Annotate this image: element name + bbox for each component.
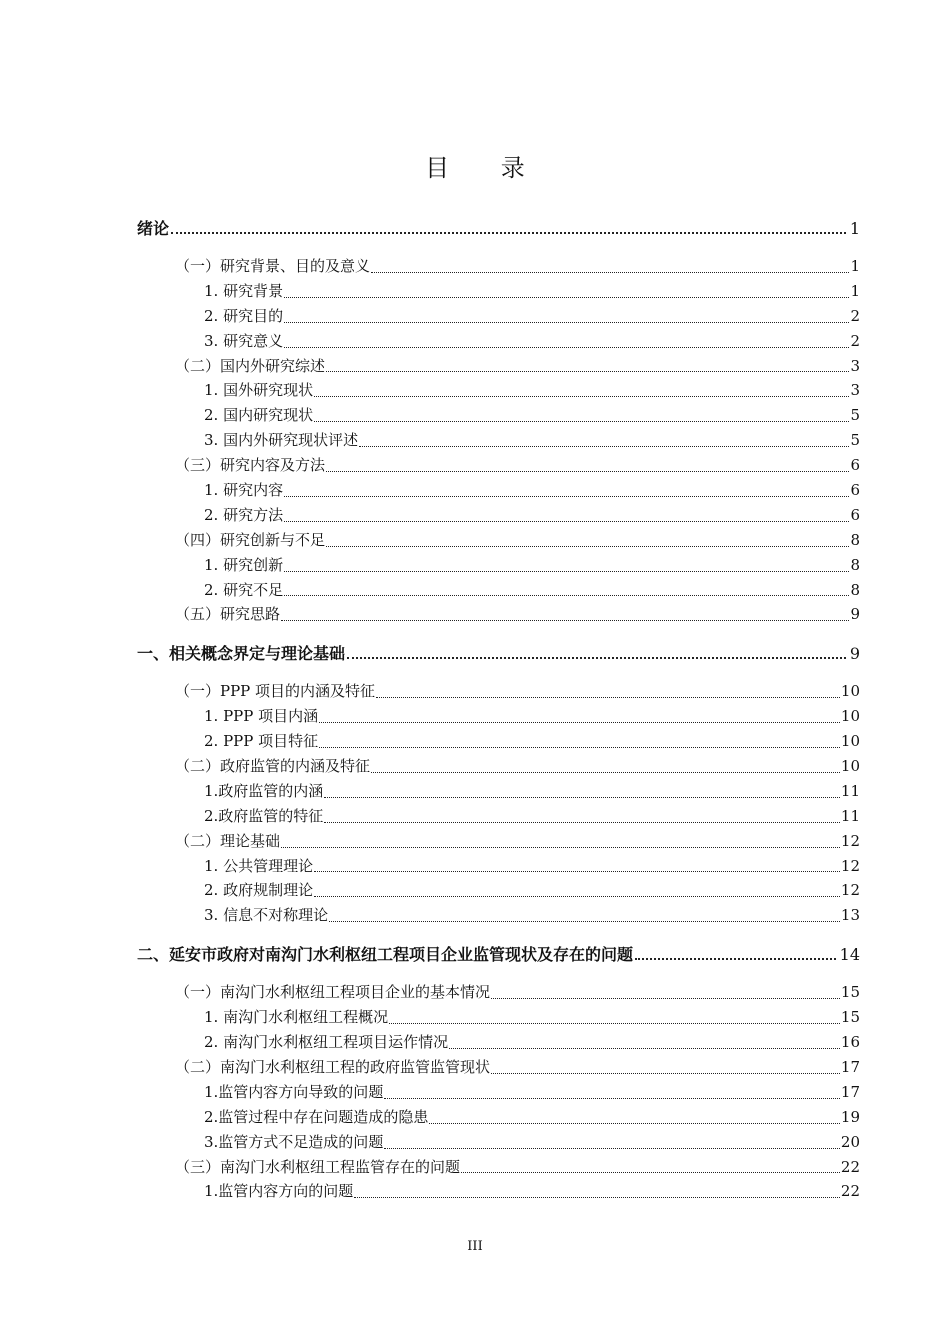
toc-leader-dots (324, 821, 840, 823)
toc-leader-dots (326, 370, 849, 372)
toc-entry-label: 1. 研究内容 (204, 481, 284, 500)
toc-entry-label: 2.政府监管的特征 (204, 806, 324, 825)
toc-entry-label: 1.监管内容方向导致的问题 (204, 1082, 384, 1101)
toc-entry-label: 1. 南沟门水利枢纽工程概况 (204, 1008, 389, 1027)
toc-entry-page-number: 15 (840, 1008, 860, 1027)
toc-entry-label: 1. PPP 项目内涵 (204, 707, 319, 726)
toc-subsection-entry[interactable] (137, 578, 860, 603)
toc-subsection-entry[interactable] (137, 854, 860, 879)
toc-subsection-entry[interactable] (137, 903, 860, 928)
toc-entry-page-number: 5 (850, 406, 860, 425)
toc-entry-page-number: 10 (840, 732, 860, 751)
toc-leader-dots (329, 920, 840, 922)
toc-entry-label: 二、延安市政府对南沟门水利枢纽工程项目企业监管现状及存在的问题 (137, 945, 634, 965)
toc-chapter-entry[interactable] (137, 942, 860, 967)
toc-leader-dots (284, 570, 849, 572)
toc-subsection-entry[interactable] (137, 878, 860, 903)
toc-entry-label: （二）国内外研究综述 (175, 356, 326, 375)
toc-entry-page-number: 9 (849, 644, 860, 664)
toc-leader-dots (326, 545, 849, 547)
toc-section-entry[interactable] (137, 453, 860, 478)
toc-entry-label: （五）研究思路 (175, 605, 281, 624)
toc-leader-dots (314, 870, 840, 872)
toc-entry-page-number: 1 (849, 219, 860, 238)
toc-entry-page-number: 8 (850, 530, 860, 549)
toc-subsection-entry[interactable] (137, 1130, 860, 1155)
toc-entry-page-number: 20 (840, 1132, 860, 1151)
toc-entry-label: 一、相关概念界定与理论基础 (137, 644, 346, 664)
toc-entry-label: 1. 国外研究现状 (204, 381, 314, 400)
toc-subsection-entry[interactable] (137, 704, 860, 729)
toc-entry-label: （一）PPP 项目的内涵及特征 (175, 682, 376, 701)
toc-section-entry[interactable] (137, 754, 860, 779)
toc-entry-page-number: 22 (840, 1157, 860, 1176)
toc-subsection-entry[interactable] (137, 1105, 860, 1130)
toc-leader-dots (284, 296, 849, 298)
page-title: 目 录 (425, 154, 547, 182)
toc-subsection-entry[interactable] (137, 779, 860, 804)
toc-entry-label: （一）南沟门水利枢纽工程项目企业的基本情况 (175, 983, 491, 1002)
toc-section-entry[interactable] (137, 829, 860, 854)
toc-entry-page-number: 6 (850, 481, 860, 500)
toc-entry-page-number: 10 (840, 682, 860, 701)
toc-leader-dots (347, 656, 846, 659)
toc-entry-page-number: 1 (850, 257, 860, 275)
toc-chapter-entry[interactable] (137, 641, 860, 666)
toc-leader-dots (314, 420, 849, 422)
toc-entry-label: （二）政府监管的内涵及特征 (175, 757, 371, 776)
toc-subsection-entry[interactable] (137, 1080, 860, 1105)
toc-leader-dots (281, 619, 849, 621)
toc-leader-dots (384, 1147, 840, 1149)
toc-entry-page-number: 13 (840, 906, 860, 925)
toc-leader-dots (371, 271, 849, 273)
toc-entry-page-number: 3 (850, 356, 860, 375)
toc-leader-dots (371, 771, 840, 773)
toc-entry-page-number: 14 (839, 945, 860, 965)
toc-subsection-entry[interactable] (137, 304, 860, 329)
toc-subsection-entry[interactable] (137, 804, 860, 829)
toc-entry-page-number: 16 (840, 1033, 860, 1052)
toc-entry-label: 1.监管内容方向的问题 (204, 1182, 354, 1201)
toc-section-entry[interactable] (137, 1055, 860, 1080)
toc-entry-page-number: 9 (850, 605, 860, 624)
toc-section-entry[interactable] (137, 1155, 860, 1180)
toc-entry-label: 2. PPP 项目特征 (204, 732, 319, 751)
toc-entry-page-number: 12 (840, 856, 860, 875)
toc-entry-page-number: 3 (850, 381, 860, 400)
toc-entry-page-number: 6 (850, 456, 860, 475)
toc-leader-dots (384, 1097, 840, 1099)
toc-entry-label: 2. 研究目的 (204, 306, 284, 325)
toc-entry-page-number: 10 (840, 707, 860, 726)
toc-entry-page-number: 17 (840, 1082, 860, 1101)
page-number: III (467, 1239, 483, 1254)
toc-leader-dots (389, 1022, 840, 1024)
table-of-contents (137, 216, 860, 1204)
toc-entry-page-number: 8 (850, 555, 860, 574)
toc-section-entry[interactable] (137, 602, 860, 627)
toc-leader-dots (376, 696, 840, 698)
toc-entry-label: （三）研究内容及方法 (175, 456, 326, 475)
toc-subsection-entry[interactable] (137, 1179, 860, 1204)
toc-entry-page-number: 11 (840, 781, 860, 800)
toc-leader-dots (314, 395, 849, 397)
toc-entry-page-number: 22 (840, 1182, 860, 1201)
toc-subsection-entry[interactable] (137, 279, 860, 304)
toc-entry-page-number: 12 (840, 831, 860, 850)
toc-leader-dots (449, 1047, 840, 1049)
toc-entry-page-number: 8 (850, 580, 860, 599)
toc-leader-dots (284, 520, 849, 522)
toc-subsection-entry[interactable] (137, 553, 860, 578)
toc-leader-dots (461, 1171, 840, 1173)
toc-entry-label: （二）南沟门水利枢纽工程的政府监管监管现状 (175, 1057, 491, 1076)
toc-leader-dots (314, 895, 840, 897)
toc-entry-label: 1. 研究创新 (204, 555, 284, 574)
toc-entry-page-number: 1 (850, 281, 860, 300)
toc-subsection-entry[interactable] (137, 403, 860, 428)
toc-entry-page-number: 11 (840, 806, 860, 825)
toc-section-entry[interactable] (137, 679, 860, 704)
toc-chapter-entry[interactable] (137, 216, 860, 241)
toc-entry-label: 2. 国内研究现状 (204, 406, 314, 425)
toc-section-entry[interactable] (137, 354, 860, 379)
toc-entry-label: 1.政府监管的内涵 (204, 781, 324, 800)
toc-leader-dots (281, 846, 840, 848)
toc-entry-label: 绪论 (137, 219, 170, 238)
toc-leader-dots (429, 1122, 840, 1124)
toc-entry-page-number: 2 (850, 306, 860, 325)
toc-entry-page-number: 12 (840, 881, 860, 900)
toc-entry-label: （三）南沟门水利枢纽工程监管存在的问题 (175, 1157, 461, 1176)
toc-leader-dots (324, 796, 840, 798)
toc-entry-label: 1. 公共管理理论 (204, 856, 314, 875)
toc-entry-label: 2.监管过程中存在问题造成的隐患 (204, 1107, 429, 1126)
toc-entry-label: 3. 信息不对称理论 (204, 906, 329, 925)
toc-entry-label: （四）研究创新与不足 (175, 530, 326, 549)
toc-leader-dots (171, 231, 846, 234)
toc-section-entry[interactable] (137, 528, 860, 553)
toc-entry-label: 2. 南沟门水利枢纽工程项目运作情况 (204, 1033, 449, 1052)
toc-entry-page-number: 17 (840, 1057, 860, 1076)
toc-leader-dots (635, 957, 836, 960)
toc-subsection-entry[interactable] (137, 428, 860, 453)
toc-leader-dots (354, 1196, 840, 1198)
toc-leader-dots (491, 1072, 840, 1074)
toc-entry-label: （二）理论基础 (175, 831, 281, 850)
toc-leader-dots (284, 321, 849, 323)
toc-entry-label: 2. 研究方法 (204, 505, 284, 524)
toc-section-entry[interactable] (137, 980, 860, 1005)
toc-entry-page-number: 10 (840, 757, 860, 776)
toc-entry-label: 2. 研究不足 (204, 580, 284, 599)
toc-subsection-entry[interactable] (137, 503, 860, 528)
toc-leader-dots (326, 470, 849, 472)
toc-leader-dots (359, 445, 849, 447)
toc-leader-dots (319, 721, 840, 723)
toc-leader-dots (284, 594, 849, 596)
toc-entry-page-number: 19 (840, 1107, 860, 1126)
toc-entry-page-number: 2 (850, 331, 860, 350)
toc-entry-page-number: 5 (850, 431, 860, 450)
toc-leader-dots (319, 746, 840, 748)
toc-leader-dots (284, 495, 849, 497)
toc-section-entry[interactable] (137, 254, 860, 279)
toc-entry-label: 3. 国内外研究现状评述 (204, 431, 359, 450)
toc-leader-dots (491, 997, 840, 999)
toc-subsection-entry[interactable] (137, 1030, 860, 1055)
toc-entry-label: 3. 研究意义 (204, 331, 284, 350)
toc-subsection-entry[interactable] (137, 1005, 860, 1030)
toc-entry-page-number: 6 (850, 505, 860, 524)
toc-entry-label: （一）研究背景、目的及意义 (175, 257, 371, 275)
toc-subsection-entry[interactable] (137, 729, 860, 754)
toc-entry-label: 3.监管方式不足造成的问题 (204, 1132, 384, 1151)
toc-entry-label: 1. 研究背景 (204, 281, 284, 300)
toc-leader-dots (284, 346, 849, 348)
toc-entry-page-number: 15 (840, 983, 860, 1002)
toc-subsection-entry[interactable] (137, 329, 860, 354)
toc-entry-label: 2. 政府规制理论 (204, 881, 314, 900)
toc-subsection-entry[interactable] (137, 478, 860, 503)
toc-subsection-entry[interactable] (137, 378, 860, 403)
